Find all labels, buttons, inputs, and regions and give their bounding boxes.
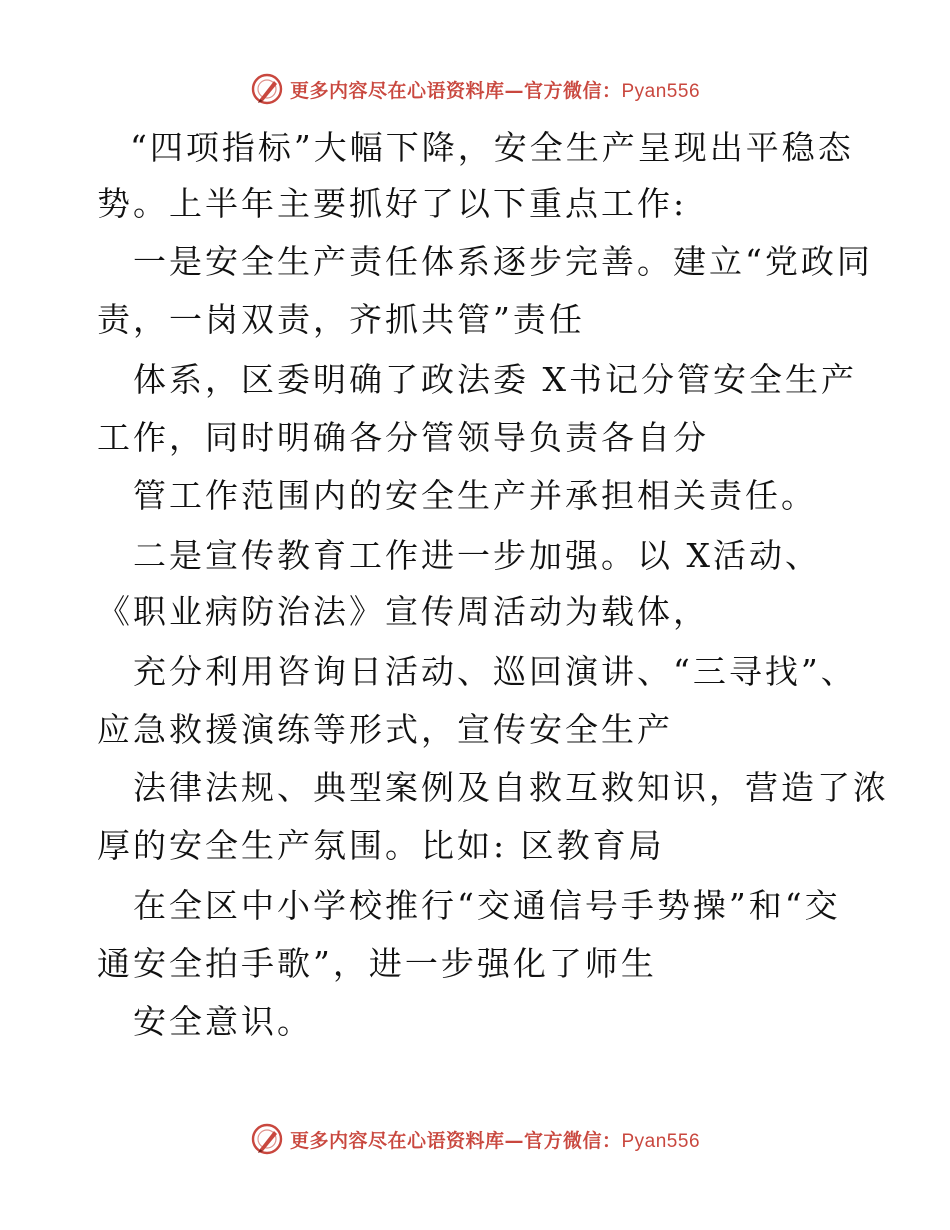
text-line: 充分利用咨询日活动、巡回演讲、“三寻找”、 (133, 652, 857, 691)
text-line: 体系，区委明确了政法委 X书记分管安全生产 (133, 360, 857, 399)
text-line: 厚的安全生产氛围。比如: 区教育局 (97, 826, 665, 865)
text-line: 通安全拍手歌”，进一步强化了师生 (97, 944, 657, 983)
text-line: 《职业病防治法》宣传周活动为载体， (97, 592, 709, 631)
watermark-text: 更多内容尽在心语资料库—官方微信： (289, 1129, 622, 1152)
text-line: 责，一岗双责，齐抓共管”责任 (97, 300, 585, 339)
text-line: 安全意识。 (133, 1002, 313, 1041)
pen-logo-icon (250, 72, 284, 106)
footer-watermark (0, 1122, 950, 1156)
text-line: 管工作范围内的安全生产并承担相关责任。 (133, 476, 817, 515)
text-line: 二是宣传教育工作进一步加强。以 X活动、 (133, 536, 821, 575)
text-line: 势。上半年主要抓好了以下重点工作: (97, 184, 688, 223)
text-line: 工作，同时明确各分管领导负责各自分 (97, 418, 709, 457)
text-line: 应急救援演练等形式，宣传安全生产 (97, 710, 673, 749)
text-line: 一是安全生产责任体系逐步完善。建立“党政同 (133, 242, 873, 281)
watermark-wechat-id: Pyan556 (621, 1130, 701, 1152)
header-watermark (0, 72, 950, 106)
pen-logo-icon (250, 1122, 284, 1156)
watermark-text: 更多内容尽在心语资料库—官方微信： (289, 79, 622, 102)
watermark-wechat-id: Pyan556 (621, 80, 701, 102)
text-line: “四项指标”大幅下降，安全生产呈现出平稳态 (130, 128, 854, 167)
text-line: 在全区中小学校推行“交通信号手势操”和“交 (133, 886, 841, 925)
text-line: 法律法规、典型案例及自救互救知识，营造了浓 (133, 768, 889, 807)
